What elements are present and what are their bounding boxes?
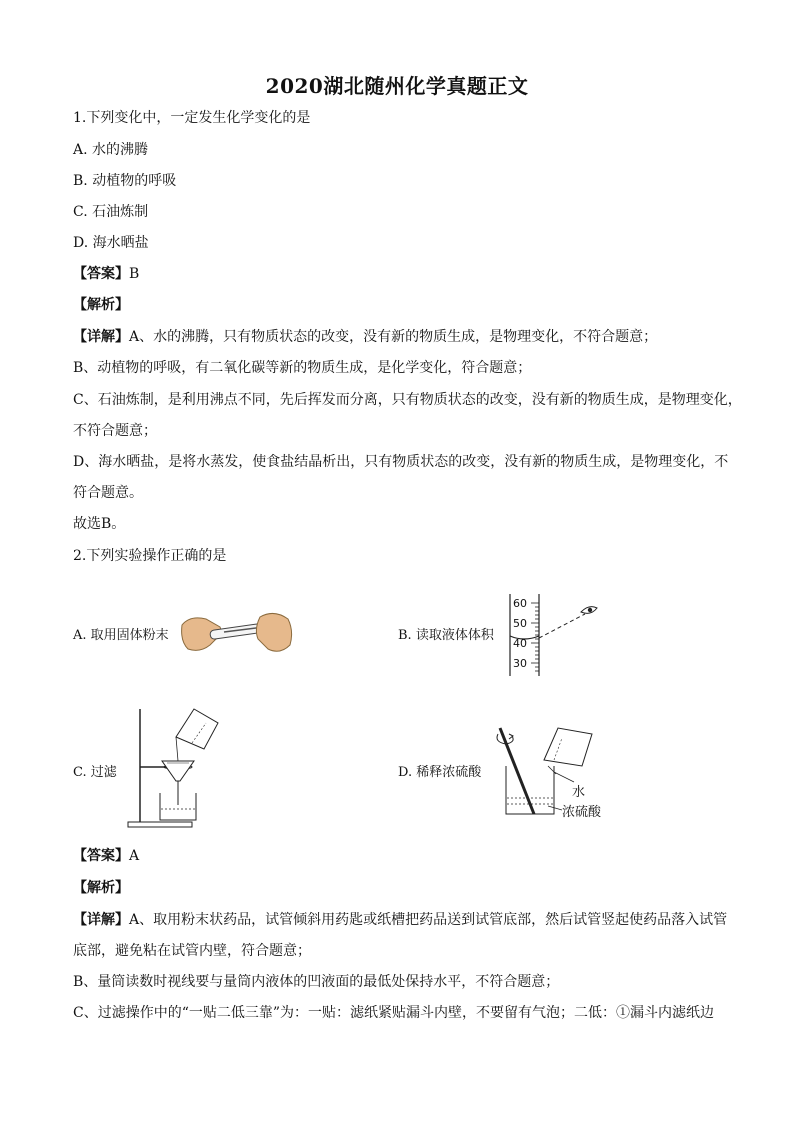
answer-value: A (129, 848, 140, 864)
q1-option-b: B. 动植物的呼吸 (73, 173, 177, 189)
q2-answer (73, 846, 139, 866)
pouring-beaker-icon (176, 709, 218, 749)
q2-detail-a-cont: 底部，避免粘在试管内壁，符合题意； (73, 943, 311, 959)
answer-tag: 【答案】 (73, 266, 129, 282)
q1-detail-c: C、石油炼制，是利用沸点不同，先后挥发而分离，只有物质状态的改变，没有新的物质生成，是物理变化， (73, 392, 742, 408)
dilution-illustration (492, 722, 617, 822)
q1-option-c: C. 石油炼制 (73, 204, 149, 220)
right-hand-icon (256, 613, 291, 651)
q1-detail-d: D、海水晒盐，是将水蒸发，使食盐结晶析出，只有物质状态的改变，没有新的物质生成，是物理变化，不 (73, 454, 729, 470)
detail-tag: 【详解】 (73, 329, 129, 345)
acid-label: 浓硫酸 (562, 805, 602, 820)
q1-detail-d-cont: 符合题意。 (73, 485, 143, 501)
tick-label-30: 30 (513, 657, 527, 670)
detail-text: A、水的沸腾，只有物质状态的改变，没有新的物质生成，是物理变化，不符合题意； (129, 329, 658, 345)
answer-value: B (129, 266, 140, 282)
q2-option-a-label: A. 取用固体粉末 (73, 628, 169, 643)
powder-tube-illustration (180, 605, 295, 660)
cylinder-reading-illustration (505, 592, 605, 678)
q1-detail-b: B、动植物的呼吸，有二氧化碳等新的物质生成，是化学变化，符合题意； (73, 360, 532, 376)
q2-detail-a (73, 910, 727, 930)
q2-stem: 2.下列实验操作正确的是 (73, 548, 227, 564)
q2-analysis-tag: 【解析】 (73, 880, 129, 896)
answer-tag: 【答案】 (73, 848, 129, 864)
sight-line (539, 614, 585, 638)
q1-answer (73, 264, 139, 284)
detail-text: A、取用粉末状药品，试管倾斜用药匙或纸槽把药品送到试管底部，然后试管竖起使药品落入试管 (129, 912, 728, 928)
q1-detail-c-cont: 不符合题意； (73, 423, 157, 439)
q1-option-d: D. 海水晒盐 (73, 235, 149, 251)
tick-label-40: 40 (513, 637, 527, 650)
q2-option-c-label: C. 过滤 (73, 765, 117, 780)
q2-option-d-label: D. 稀释浓硫酸 (398, 765, 482, 780)
q2-detail-b: B、量筒读数时视线要与量筒内液体的凹液面的最低处保持水平，不符合题意； (73, 974, 560, 990)
funnel-icon (162, 761, 194, 781)
glass-rod-icon (500, 728, 534, 814)
document-title: 2020湖北随州化学真题正文 (265, 74, 529, 98)
q2-detail-c: C、过滤操作中的“一贴二低三靠”为：一贴：滤纸紧贴漏斗内壁，不要留有气泡；二低：①漏斗内滤纸边 (73, 1005, 715, 1021)
detail-tag: 【详解】 (73, 912, 129, 928)
water-beaker-icon (544, 728, 592, 766)
q1-analysis-tag: 【解析】 (73, 297, 129, 313)
water-label: 水 (572, 785, 586, 800)
q1-stem: 1.下列变化中，一定发生化学变化的是 (73, 110, 311, 126)
filtration-illustration (122, 705, 222, 830)
q1-conclusion: 故选B。 (73, 516, 126, 532)
q1-option-a: A. 水的沸腾 (73, 142, 149, 158)
q2-option-b-label: B. 读取液体体积 (398, 628, 494, 643)
q1-detail-a (73, 327, 657, 347)
tick-label-50: 50 (513, 617, 527, 630)
tick-label-60: 60 (513, 597, 527, 610)
